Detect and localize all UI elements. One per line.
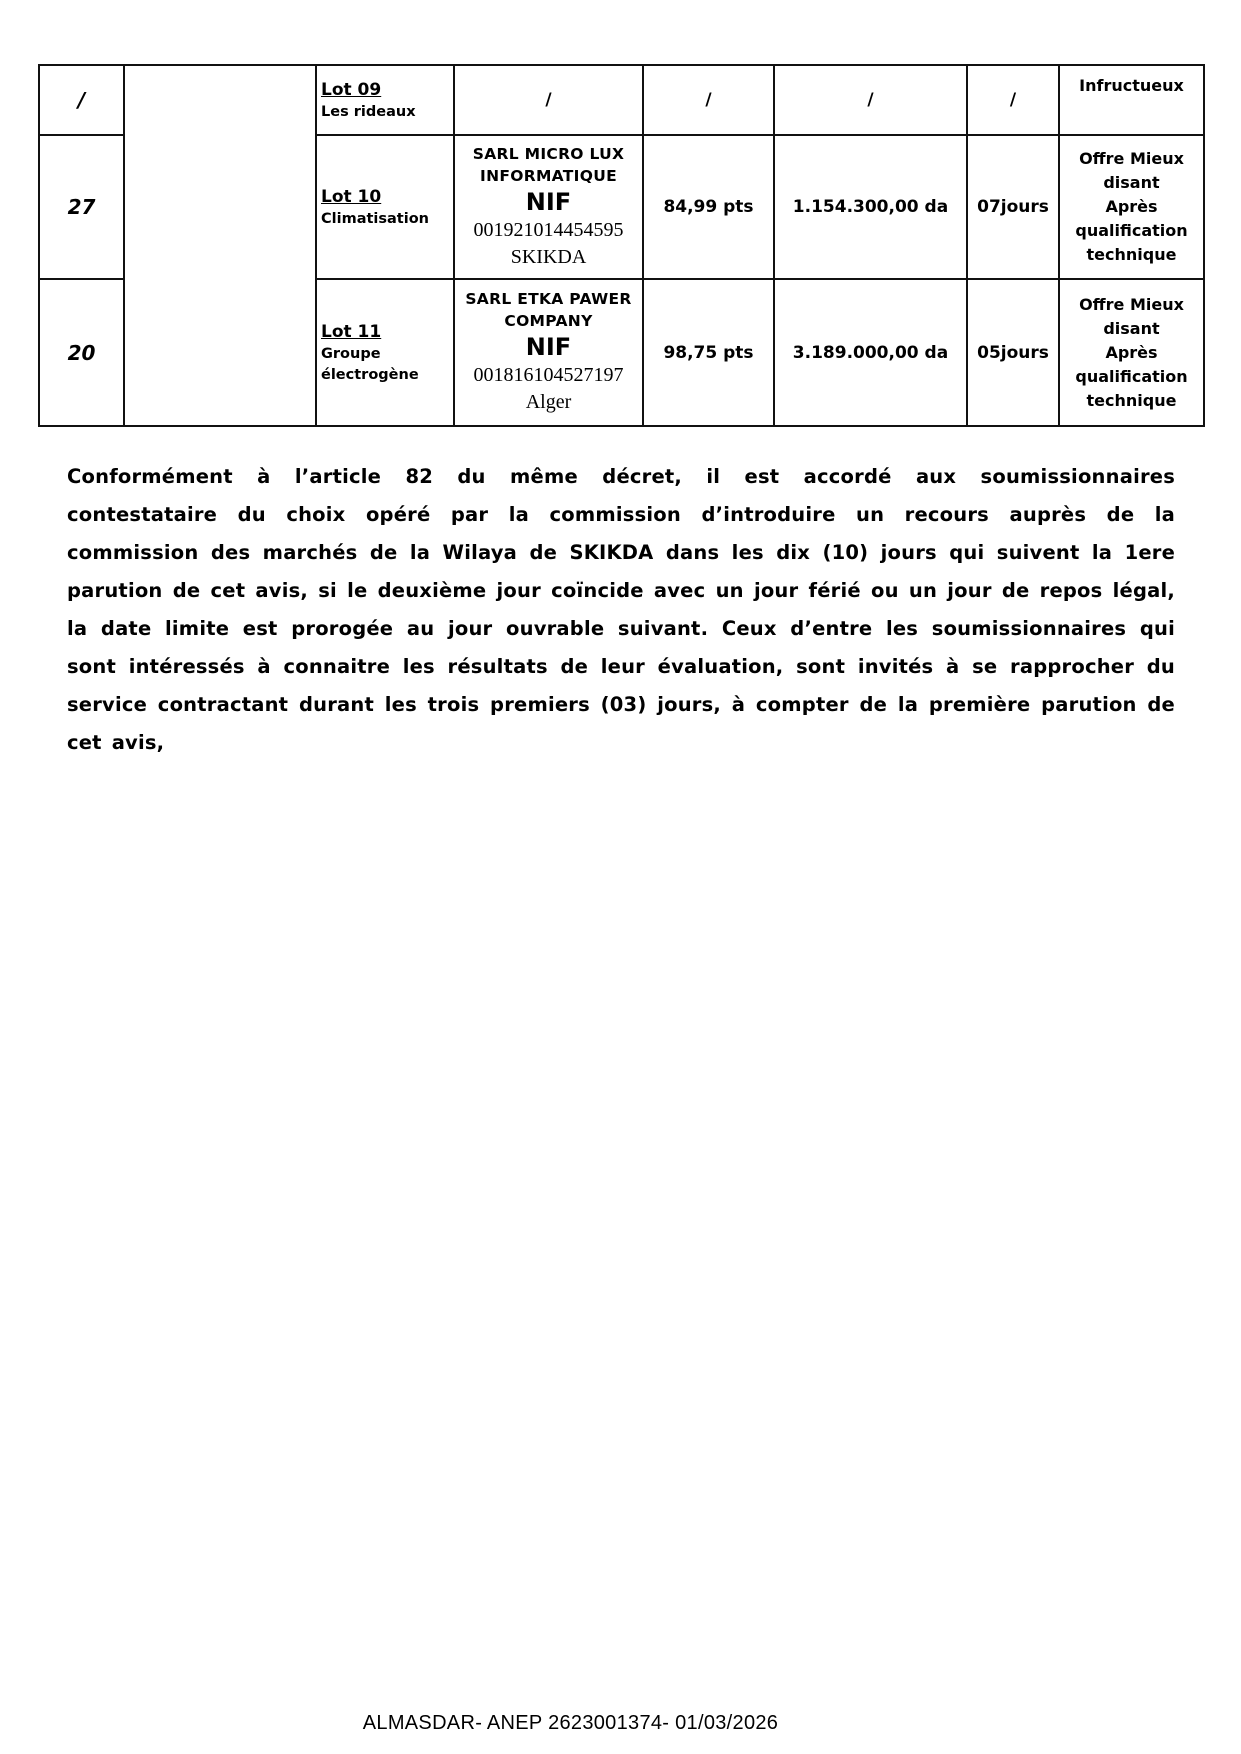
lot-cell bbox=[316, 279, 454, 426]
bidder-city: SKIKDA bbox=[510, 245, 587, 268]
anep-reference: ALMASDAR- ANEP 2623001374- 01/03/2026 bbox=[362, 1712, 779, 1734]
delay-cell: / bbox=[967, 65, 1059, 135]
lot-number-cell: 27 bbox=[39, 135, 124, 279]
amount-cell: / bbox=[774, 65, 967, 135]
delay-cell: 07jours bbox=[967, 135, 1059, 279]
lot-subtitle: Les rideaux bbox=[321, 103, 416, 120]
result-line: qualification bbox=[1075, 366, 1188, 386]
results-table bbox=[38, 64, 1205, 427]
bidder-city: Alger bbox=[525, 391, 572, 413]
result-line: Infructueux bbox=[1079, 76, 1184, 95]
lot-number-cell: 20 bbox=[39, 279, 124, 426]
empty-cell bbox=[124, 65, 316, 426]
bidder-cell: / bbox=[454, 65, 643, 135]
lot-title: Lot 11 bbox=[321, 321, 382, 342]
bidder-cell bbox=[454, 279, 643, 426]
lot-title: Lot 09 bbox=[321, 79, 382, 100]
lot-title: Lot 10 bbox=[321, 186, 382, 207]
nif-label: NIF bbox=[525, 333, 572, 361]
result-line: qualification bbox=[1075, 221, 1188, 240]
result-cell bbox=[1059, 65, 1204, 135]
lot-subtitle: Groupe électrogène bbox=[321, 345, 419, 383]
result-line: technique bbox=[1086, 245, 1177, 264]
result-line: Après bbox=[1105, 197, 1158, 216]
result-line: technique bbox=[1086, 390, 1177, 410]
result-cell bbox=[1059, 135, 1204, 279]
bidder-name-line: COMPANY bbox=[504, 312, 593, 330]
result-line: Offre Mieux bbox=[1079, 294, 1184, 314]
bidder-name-line: INFORMATIQUE bbox=[480, 166, 617, 185]
result-line: Après bbox=[1105, 342, 1158, 362]
bidder-name-line: SARL ETKA PAWER bbox=[465, 290, 632, 308]
result-line: disant bbox=[1103, 173, 1160, 192]
result-line: disant bbox=[1103, 318, 1160, 338]
lot-number-cell: / bbox=[39, 65, 124, 135]
lot-subtitle: Climatisation bbox=[321, 210, 429, 227]
score-cell: / bbox=[643, 65, 774, 135]
nif-label: NIF bbox=[525, 187, 572, 216]
score-cell: 98,75 pts bbox=[643, 279, 774, 426]
delay-cell: 05jours bbox=[967, 279, 1059, 426]
amount-cell: 1.154.300,00 da bbox=[774, 135, 967, 279]
table-row bbox=[39, 65, 1204, 135]
nif-number: 001921014454595 bbox=[473, 218, 624, 241]
lot-cell bbox=[316, 135, 454, 279]
bidder-cell bbox=[454, 135, 643, 279]
amount-cell: 3.189.000,00 da bbox=[774, 279, 967, 426]
score-cell: 84,99 pts bbox=[643, 135, 774, 279]
result-line: Offre Mieux bbox=[1079, 149, 1184, 168]
bidder-name-line: SARL MICRO LUX bbox=[472, 144, 625, 163]
lot-cell bbox=[316, 65, 454, 135]
result-cell bbox=[1059, 279, 1204, 426]
recours-paragraph: Conformément à l’article 82 du même décret, il est accordé aux soumissionnaires contestataire du choix opéré par la commission d’introduire un recours auprès de la commission des marchés de la Wilaya de SKIKDA dans les dix (10) jours qui suivent la 1ere parution de cet avis, si le deuxième jour coïncide avec un jour férié ou un jour de repos légal, la date limite est prorogée au jour ouvrable suivant. Ceux d’entre les soumissionnaires qui sont intéressés à connaitre les résultats de leur évaluation, sont invités à se rapprocher du service contractant durant les trois premiers (03) jours, à compter de la première parution de cet avis, bbox=[67, 465, 1175, 754]
nif-number: 001816104527197 bbox=[473, 364, 624, 386]
